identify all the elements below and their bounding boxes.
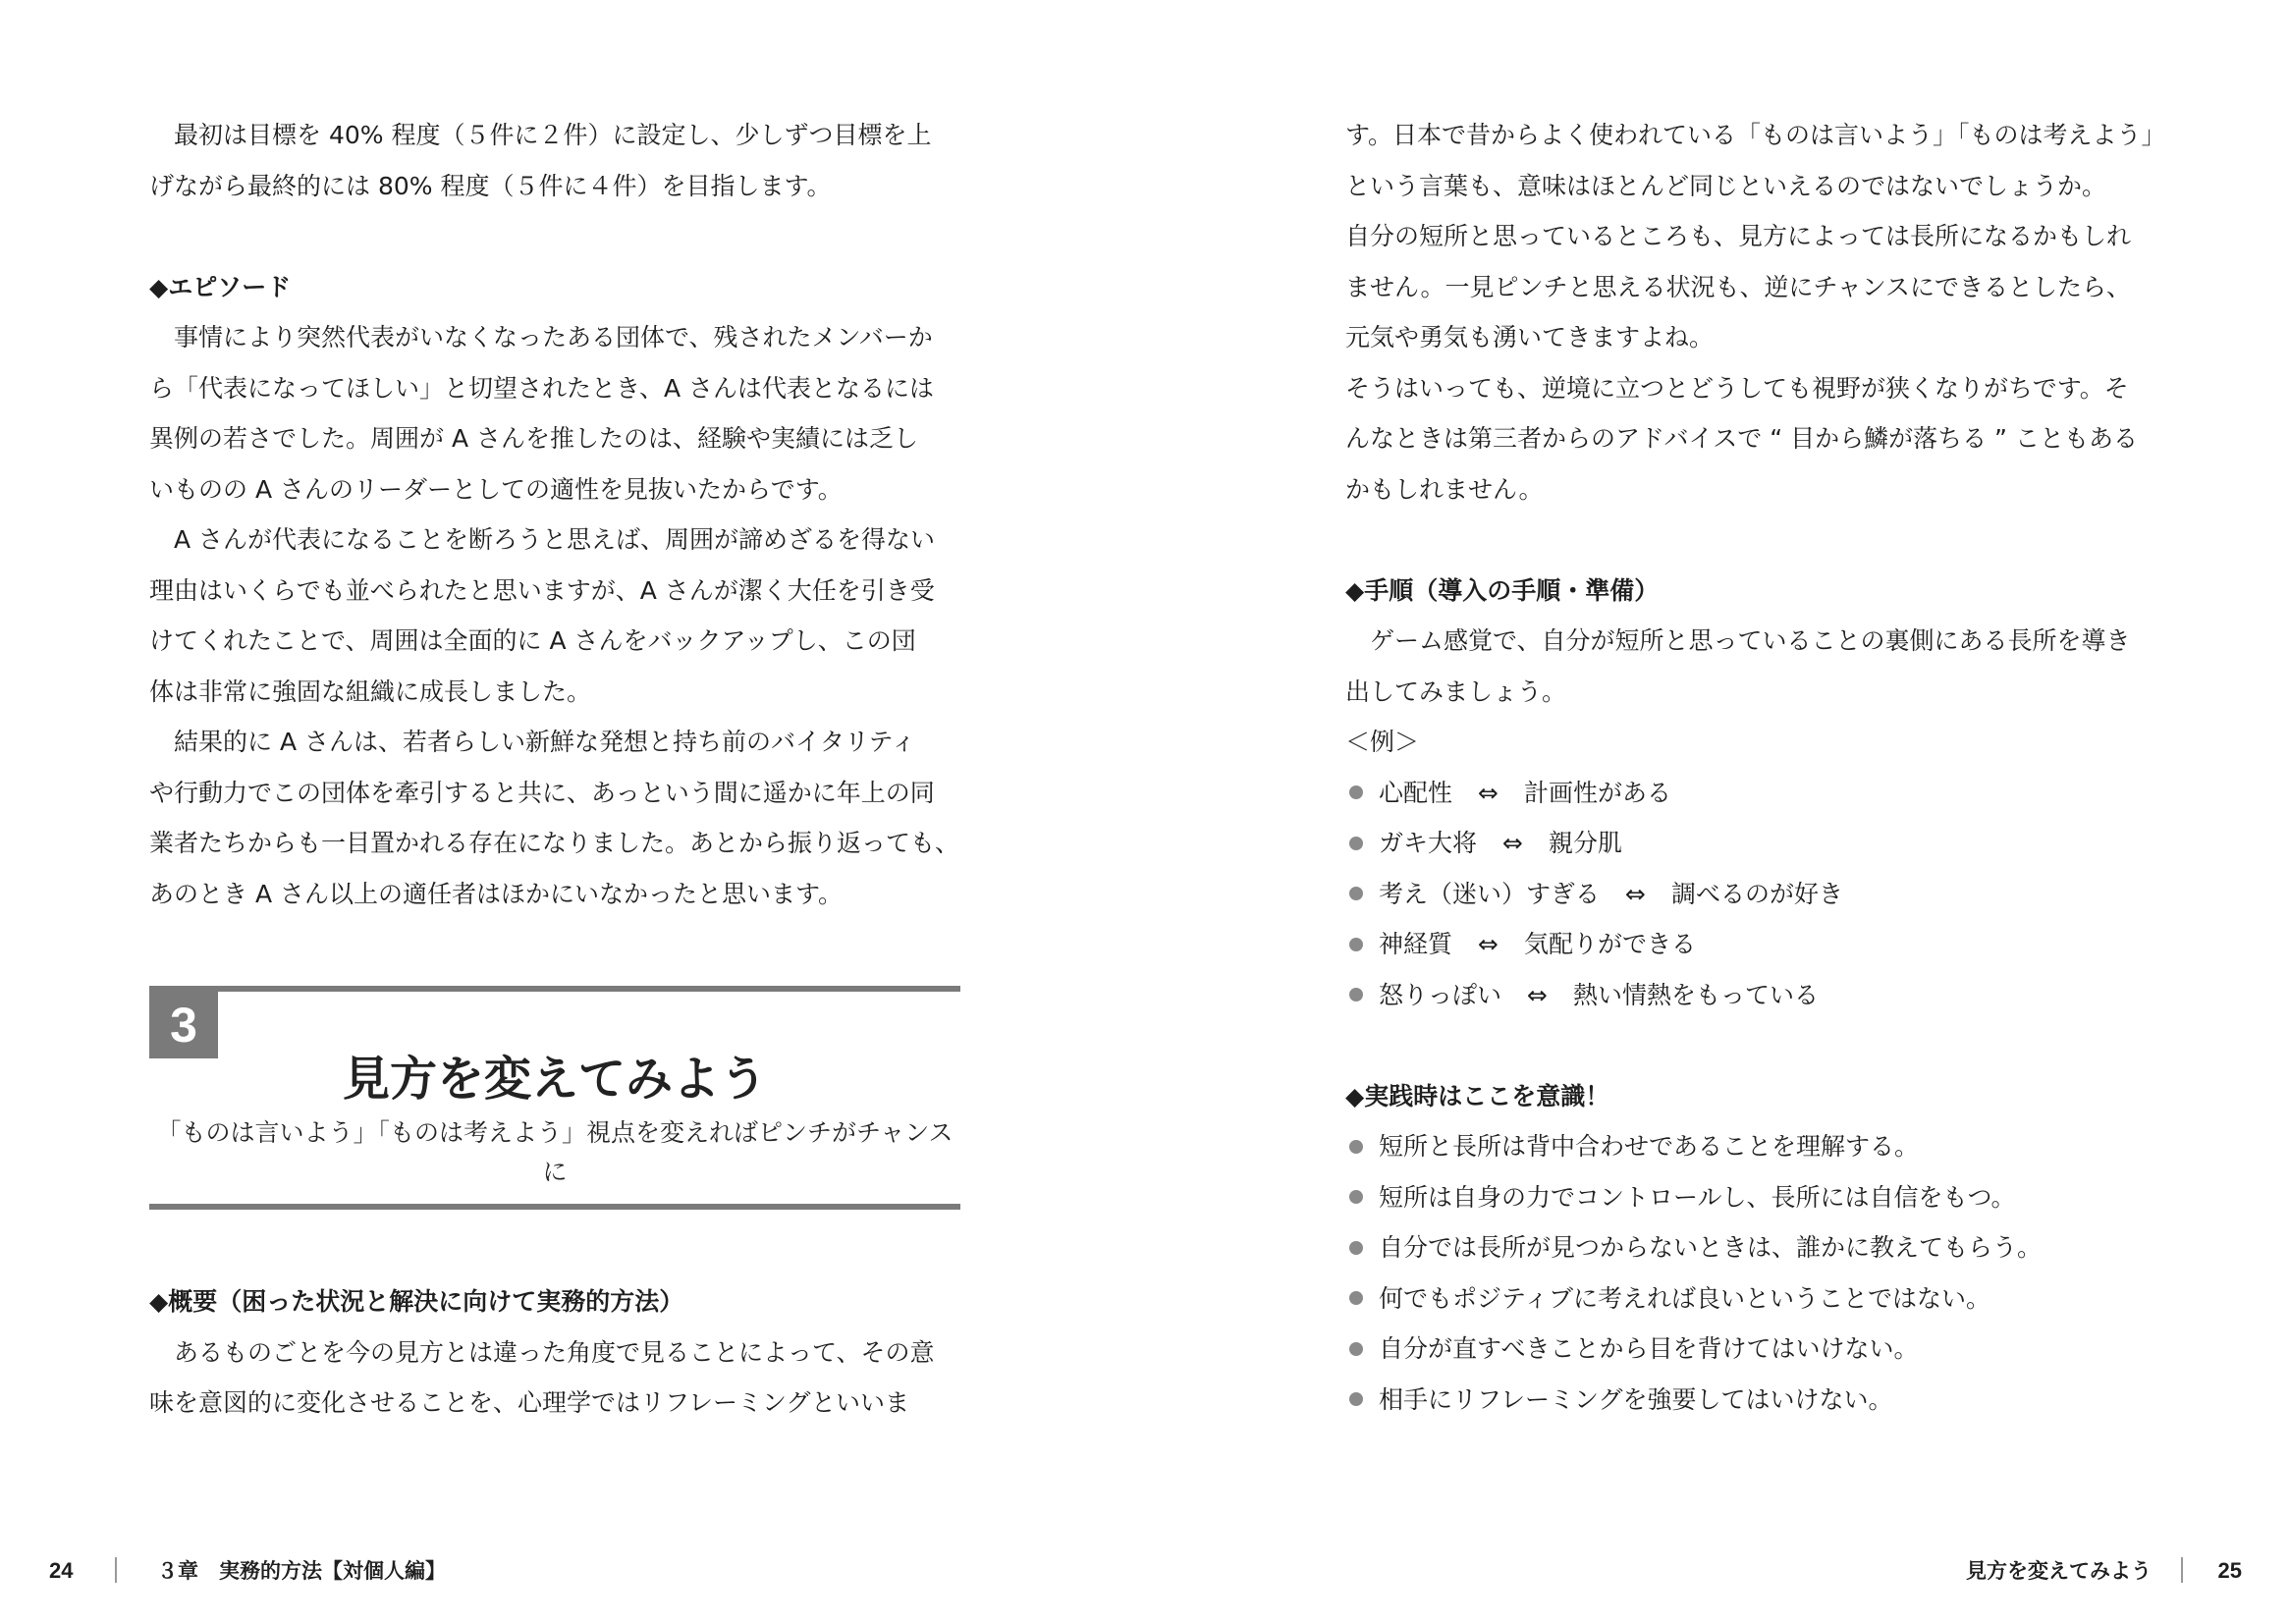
bullet-icon xyxy=(1349,988,1363,1001)
bullet-icon xyxy=(1349,1291,1363,1305)
body-line: という言葉も、意味はほとんど同じといえるのではないでしょうか。 xyxy=(1345,171,2107,200)
section-number-badge: 3 xyxy=(149,992,218,1058)
bullet-icon xyxy=(1349,938,1363,951)
double-arrow-icon: ⇔ xyxy=(1478,930,1499,958)
list-item: 神経質 ⇔ 気配りができる xyxy=(1345,919,2156,970)
body-line: す。日本で昔からよく使われている「ものは言いよう」「ものは考えよう」 xyxy=(1345,121,2166,149)
double-arrow-icon: ⇔ xyxy=(1502,829,1523,857)
double-arrow-icon: ⇔ xyxy=(1478,778,1499,807)
example-list xyxy=(1345,768,2156,1021)
footer-separator xyxy=(115,1557,117,1583)
example-label: ＜例＞ xyxy=(1345,728,1420,756)
list-item: 相手にリフレーミングを強要してはいけない。 xyxy=(1345,1375,2156,1426)
body-line: ません。一見ピンチと思える状況も、逆にチャンスにできるとしたら、 xyxy=(1345,272,2132,301)
body-line: 異例の若さでした。周囲が A さんを推したのは、経験や実績には乏し xyxy=(149,424,918,453)
footer-chapter: ３章 実務的方法【対個人編】 xyxy=(157,1559,446,1583)
practice-list xyxy=(1345,1121,2156,1425)
bullet-icon xyxy=(1349,887,1363,900)
double-arrow-icon: ⇔ xyxy=(1625,879,1646,908)
episode-heading: ◆エピソード xyxy=(149,272,292,301)
body-line: いものの A さんのリーダーとしての適性を見抜いたからです。 xyxy=(149,474,843,504)
body-line: ゲーム感覚で、自分が短所と思っていることの裏側にある長所を導き xyxy=(1370,626,2131,655)
list-item: 心配性 ⇔ 計画性がある xyxy=(1345,768,2156,819)
section-rule-bottom xyxy=(149,1204,960,1210)
page-number: 24 xyxy=(49,1558,74,1583)
body-line: 理由はいくらでも並べられたと思いますが、A さんが潔く大任を引き受 xyxy=(149,575,935,605)
right-page xyxy=(1145,0,2289,1624)
body-line: A さんが代表になることを断ろうと思えば、周囲が諦めざるを得ない xyxy=(174,525,936,554)
left-body-bottom xyxy=(149,1276,960,1429)
body-line: 自分の短所と思っているところも、見方によっては長所になるかもしれ xyxy=(1345,222,2132,250)
section-header xyxy=(149,986,960,1210)
list-item: 怒りっぽい ⇔ 熱い情熱をもっている xyxy=(1345,970,2156,1021)
section-subtitle: 「ものは言いよう」「ものは考えよう」視点を変えればピンチがチャンスに xyxy=(156,1118,954,1186)
bullet-icon xyxy=(1349,1342,1363,1356)
right-footer xyxy=(1145,1555,2289,1587)
practice-heading: ◆実践時はここを意識！ xyxy=(1345,1081,1610,1110)
list-item: 考え（迷い）すぎる ⇔ 調べるのが好き xyxy=(1345,869,2156,920)
double-arrow-icon: ⇔ xyxy=(1527,980,1548,1009)
left-page xyxy=(0,0,1144,1624)
body-line: ら「代表になってほしい」と切望されたとき、A さんは代表となるには xyxy=(149,373,935,403)
bullet-icon xyxy=(1349,837,1363,850)
bullet-icon xyxy=(1349,785,1363,799)
body-line: んなときは第三者からのアドバイスで “ 目から鱗が落ちる ” こともある xyxy=(1345,424,2138,453)
bullet-icon xyxy=(1349,1140,1363,1154)
body-line: あのとき A さん以上の適任者はほかにいなかったと思います。 xyxy=(149,879,843,908)
list-item: 自分では長所が見つからないときは、誰かに教えてもらう。 xyxy=(1345,1222,2156,1273)
list-item: ガキ大将 ⇔ 親分肌 xyxy=(1345,818,2156,869)
body-line: 味を意図的に変化させることを、心理学ではリフレーミングといいま xyxy=(149,1388,910,1417)
body-line: 出してみましょう。 xyxy=(1345,677,1567,706)
body-line: あるものごとを今の見方とは違った角度で見ることによって、その意 xyxy=(174,1337,935,1367)
section-title: 見方を変えてみよう xyxy=(342,1052,767,1107)
bullet-icon xyxy=(1349,1392,1363,1406)
body-line: や行動力でこの団体を牽引すると共に、あっという間に遥かに年上の同 xyxy=(149,778,935,807)
left-footer xyxy=(49,1555,1129,1587)
body-line: げながら最終的には 80% 程度（５件に４件）を目指します。 xyxy=(149,171,832,200)
page-number: 25 xyxy=(2217,1558,2242,1583)
body-line: かもしれません。 xyxy=(1345,474,1544,504)
body-line: 業者たちからも一目置かれる存在になりました。あとから振り返っても、 xyxy=(149,829,960,857)
bullet-icon xyxy=(1349,1190,1363,1204)
section-rule-top xyxy=(149,986,960,992)
overview-heading: ◆概要（困った状況と解決に向けて実務的方法） xyxy=(149,1287,684,1316)
procedure-heading: ◆手順（導入の手順・準備） xyxy=(1345,575,1660,605)
body-line: 最初は目標を 40% 程度（５件に２件）に設定し、少しずつ目標を上 xyxy=(174,121,932,149)
list-item: 何でもポジティブに考えれば良いということではない。 xyxy=(1345,1273,2156,1325)
body-line: そうはいっても、逆境に立つとどうしても視野が狭くなりがちです。そ xyxy=(1345,373,2129,403)
left-body-top xyxy=(149,110,960,919)
body-line: 元気や勇気も湧いてきますよね。 xyxy=(1345,323,1715,352)
body-line: 体は非常に強固な組織に成長しました。 xyxy=(149,677,592,706)
body-line: けてくれたことで、周囲は全面的に A さんをバックアップし、この団 xyxy=(149,626,916,655)
body-line: 結果的に A さんは、若者らしい新鮮な発想と持ち前のバイタリティ xyxy=(174,728,916,756)
body-line: 事情により突然代表がいなくなったある団体で、残されたメンバーか xyxy=(174,323,933,352)
footer-title: 見方を変えてみよう xyxy=(1966,1559,2152,1583)
right-body xyxy=(1345,110,2166,1425)
footer-separator xyxy=(2181,1557,2183,1583)
list-item: 短所と長所は背中合わせであることを理解する。 xyxy=(1345,1121,2156,1172)
bullet-icon xyxy=(1349,1241,1363,1255)
list-item: 自分が直すべきことから目を背けてはいけない。 xyxy=(1345,1324,2156,1375)
list-item: 短所は自身の力でコントロールし、長所には自信をもつ。 xyxy=(1345,1172,2156,1223)
